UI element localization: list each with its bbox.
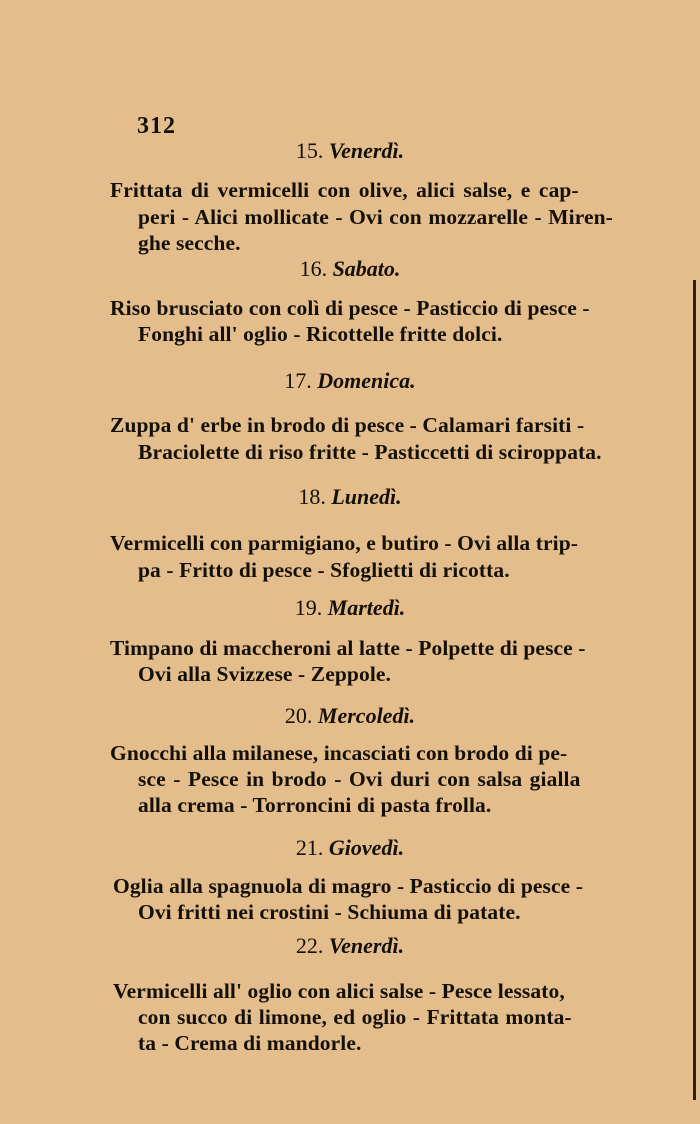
menu-line: Riso brusciato con colì di pesce - Pasticcio di pesce - (110, 296, 590, 320)
day-name: Venerdì. (328, 138, 405, 163)
day-number: 17. (284, 368, 312, 393)
menu-line: pa - Fritto di pesce - Sfoglietti di ricotta. (138, 558, 510, 582)
menu-line: Oglia alla spagnuola di magro - Pasticcio di pesce - (113, 874, 584, 898)
menu-line: Vermicelli con parmigiano, e butiro - Ovi alla trip- (110, 531, 579, 555)
day-heading-17 (0, 368, 700, 394)
menu-line: alla crema - Torroncini di pasta frolla. (138, 793, 492, 817)
menu-line: Braciolette di riso fritte - Pasticcetti di sciroppata. (138, 440, 602, 464)
day-name: Venerdì. (328, 933, 405, 958)
menu-line: peri - Alici mollicate - Ovi con mozzarelle - Miren- (138, 205, 613, 229)
day-number: 21. (295, 835, 324, 860)
menu-line: ghe secche. (138, 231, 241, 255)
day-name: Giovedì. (328, 835, 405, 860)
day-number: 22. (295, 933, 324, 958)
day-name: Mercoledì. (317, 703, 416, 728)
menu-line: Ovi alla Svizzese - Zeppole. (138, 662, 392, 686)
day-name: Lunedì. (331, 484, 402, 509)
day-name: Sabato. (332, 256, 401, 281)
day-heading-18 (0, 484, 700, 510)
menu-line: Ovi fritti nei crostini - Schiuma di patate. (138, 900, 521, 924)
day-heading-19 (0, 595, 700, 621)
page-edge-shadow (693, 280, 696, 1100)
day-heading-21 (0, 835, 700, 861)
menu-line: Zuppa d' erbe in brodo di pesce - Calamari farsiti - (110, 413, 585, 437)
day-heading-16 (0, 256, 700, 282)
day-number: 15. (295, 138, 324, 163)
day-number: 19. (294, 595, 323, 620)
day-name: Domenica. (317, 368, 416, 393)
day-name: Martedì. (327, 595, 406, 620)
menu-line: ta - Crema di mandorle. (138, 1031, 362, 1055)
menu-line: Gnocchi alla milanese, incasciati con brodo di pe- (110, 741, 568, 765)
page-number: 312 (137, 113, 176, 139)
day-number: 18. (298, 484, 326, 509)
menu-line: Vermicelli all' oglio con alici salse - Pesce lessato, (113, 979, 565, 1003)
menu-line: Fonghi all' oglio - Ricottelle fritte dolci. (138, 322, 503, 346)
menu-line: Timpano di maccheroni al latte - Polpette di pesce - (110, 636, 586, 660)
day-number: 16. (299, 256, 328, 281)
day-number: 20. (284, 703, 313, 728)
day-heading-20 (0, 703, 700, 729)
menu-line: con succo di limone, ed oglio - Frittata monta- (138, 1005, 572, 1029)
menu-line: Frittata di vermicelli con olive, alici salse, e cap- (110, 178, 579, 202)
day-heading-15 (0, 138, 700, 164)
day-heading-22 (0, 933, 700, 959)
menu-line: sce - Pesce in brodo - Ovi duri con salsa gialla (138, 767, 581, 791)
